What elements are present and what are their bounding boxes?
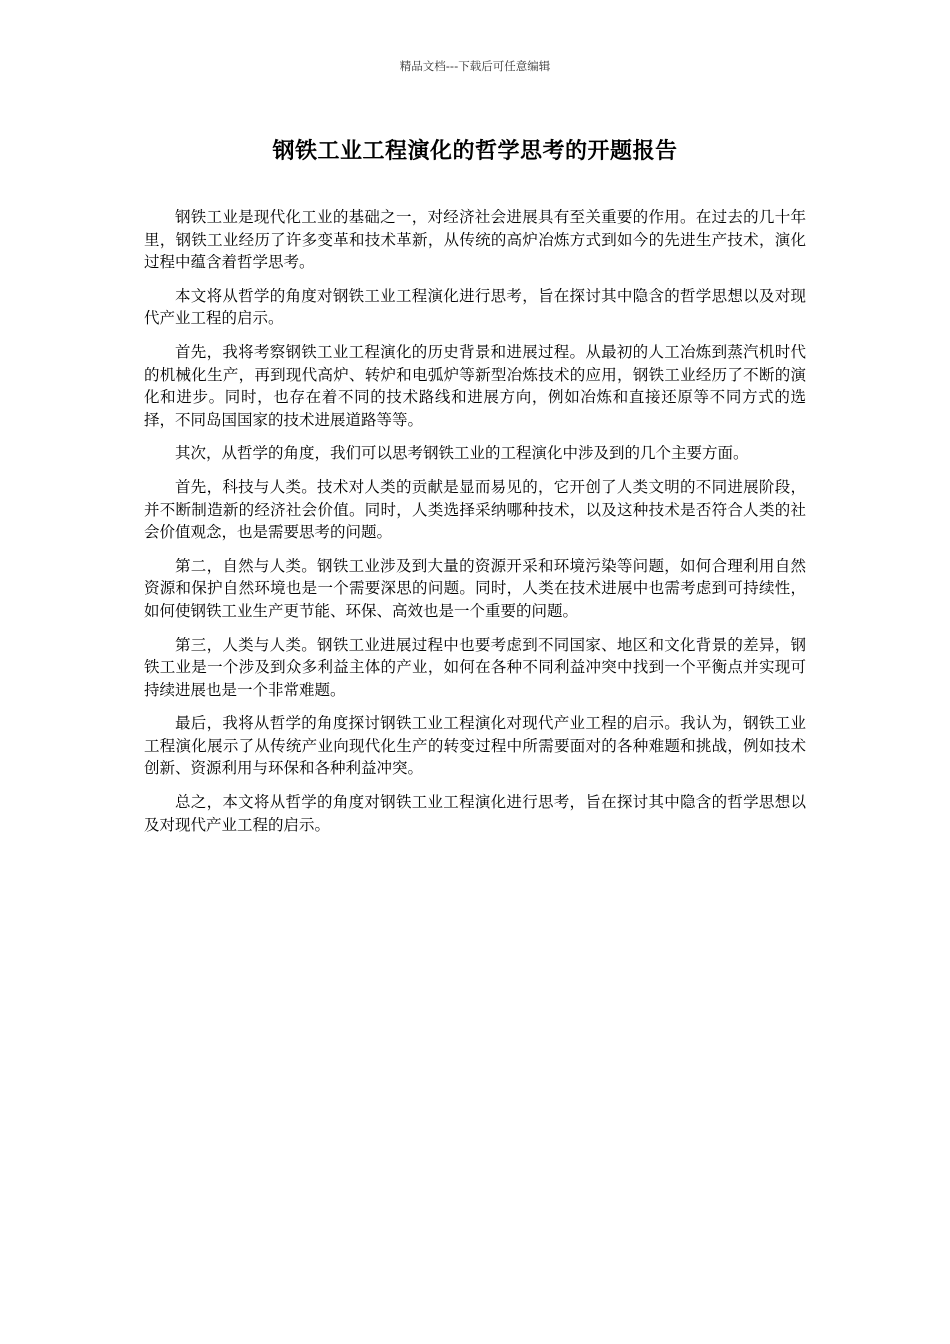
- paragraph-history: 首先，我将考察钢铁工业工程演化的历史背景和进展过程。从最初的人工冶炼到蒸汽机时代的机械化生产，再到现代高炉、转炉和电弧炉等新型冶炼技术的应用，钢铁工业经历了不断的演化和进步。同时，也存在着不同的技术路线和进展方向，例如冶炼和直接还原等不同方式的选择，不同岛国国家的技术进展道路等等。: [144, 342, 806, 429]
- paragraph-implications: 最后，我将从哲学的角度探讨钢铁工业工程演化对现代产业工程的启示。我认为，钢铁工业工程演化展示了从传统产业向现代化生产的转变过程中所需要面对的各种难题和挑战，例如技术创新、资源利用与环保和各种利益冲突。: [144, 714, 806, 778]
- paragraph-nature-and-humans: 第二，自然与人类。钢铁工业涉及到大量的资源开采和环境污染等问题，如何合理利用自然资源和保护自然环境也是一个需要深思的问题。同时，人类在技术进展中也需考虑到可持续性，如何使钢铁工业生产更节能、环保、高效也是一个重要的问题。: [144, 556, 806, 620]
- paragraph-purpose: 本文将从哲学的角度对钢铁工业工程演化进行思考，旨在探讨其中隐含的哲学思想以及对现代产业工程的启示。: [144, 286, 806, 328]
- header-note: 精品文档---下载后可任意编辑: [399, 59, 551, 73]
- paragraph-tech-and-humans: 首先，科技与人类。技术对人类的贡献是显而易见的，它开创了人类文明的不同进展阶段，并不断制造新的经济社会价值。同时，人类选择采纳哪种技术，以及这种技术是否符合人类的社会价值观念，也是需要思考的问题。: [144, 477, 806, 542]
- document-title: 钢铁工业工程演化的哲学思考的开题报告: [272, 139, 678, 164]
- document-body: [144, 206, 806, 847]
- paragraph-conclusion: 总之，本文将从哲学的角度对钢铁工业工程演化进行思考，旨在探讨其中隐含的哲学思想以及对现代产业工程的启示。: [144, 793, 806, 834]
- paragraph-humans-and-humans: 第三，人类与人类。钢铁工业进展过程中也要考虑到不同国家、地区和文化背景的差异，钢铁工业是一个涉及到众多利益主体的产业，如何在各种不同利益冲突中找到一个平衡点并实现可持续进展也是一个非常难题。: [144, 635, 806, 699]
- paragraph-aspects-intro: 其次，从哲学的角度，我们可以思考钢铁工业的工程演化中涉及到的几个主要方面。: [175, 444, 749, 463]
- paragraph-intro: 钢铁工业是现代化工业的基础之一，对经济社会进展具有至关重要的作用。在过去的几十年里，钢铁工业经历了许多变革和技术革新，从传统的高炉冶炼方式到如今的先进生产技术，演化过程中蕴含着哲学思考。: [144, 208, 806, 272]
